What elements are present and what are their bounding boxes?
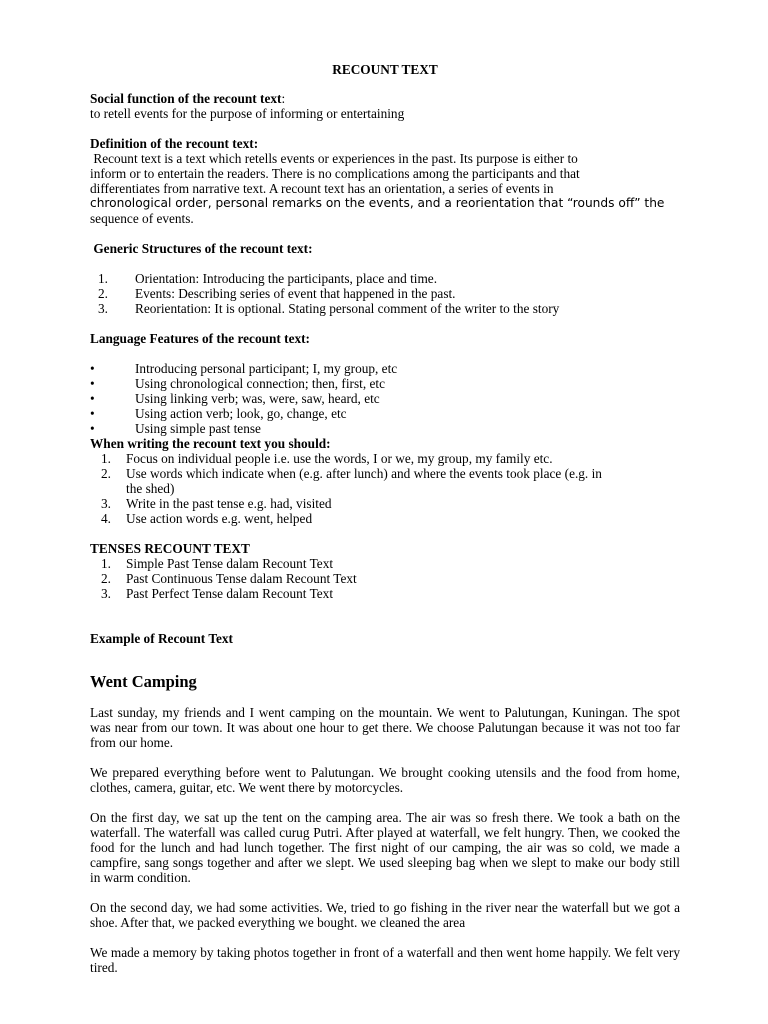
list-item — [90, 391, 680, 406]
writing-list — [90, 451, 680, 526]
list-item — [90, 496, 680, 511]
list-item-text: Using linking verb; was, were, saw, heard, etc — [135, 391, 380, 406]
definition-line: Recount text is a text which retells events or experiences in the past. Its purpose is either to — [90, 151, 578, 166]
story-paragraph: On the first day, we sat up the tent on the camping area. The air was so fresh there. We took a bath on the waterfall. The waterfall was called curug Putri. After played at waterfall, we felt hungry. Then, we cooked the food for the lunch and had lunch together. The first night of our camping, the air was so cold, we made a campfire, sang songs together and after we slept. We used sleeping bag when we slept to make our body still in warm condition. — [90, 810, 680, 885]
writing-heading: When writing the recount text you should: — [90, 436, 331, 451]
bullet-icon: • — [90, 361, 95, 376]
list-item — [90, 586, 680, 601]
bullet-icon: • — [90, 391, 95, 406]
list-number: 1. — [98, 271, 108, 286]
story-title: Went Camping — [90, 672, 197, 691]
list-item — [90, 466, 680, 496]
list-item — [90, 556, 680, 571]
language-features-heading: Language Features of the recount text: — [90, 331, 310, 346]
story-paragraph: We prepared everything before went to Palutungan. We brought cooking utensils and the food from home, clothes, camera, guitar, etc. We went there by motorcycles. — [90, 765, 680, 795]
list-item — [90, 376, 680, 391]
social-function-heading: Social function of the recount text — [90, 91, 282, 106]
list-item-text: Simple Past Tense dalam Recount Text — [126, 556, 334, 571]
language-features-list — [90, 361, 680, 436]
tenses-heading: TENSES RECOUNT TEXT — [90, 541, 250, 556]
definition-line: sequence of events. — [90, 211, 194, 226]
generic-structures-heading: Generic Structures of the recount text: — [90, 241, 313, 256]
list-item-text: Introducing personal participant; I, my group, etc — [135, 361, 398, 376]
bullet-icon: • — [90, 421, 95, 436]
list-item — [90, 301, 680, 316]
list-item — [90, 271, 680, 286]
list-item-text: Use words which indicate when (e.g. after lunch) and where the events took place (e.g. in — [126, 466, 602, 481]
list-number: 4. — [101, 511, 111, 526]
social-function-heading-line — [90, 91, 680, 106]
list-number: 2. — [101, 466, 111, 481]
list-item — [90, 511, 680, 526]
list-item-text: Orientation: Introducing the participants, place and time. — [135, 271, 438, 286]
definition-line: differentiates from narrative text. A recount text has an orientation, a series of events in — [90, 181, 554, 196]
list-item-text: Using chronological connection; then, first, etc — [135, 376, 385, 391]
story-paragraph: On the second day, we had some activities. We, tried to go fishing in the river near the waterfall but we got a shoe. After that, we packed everything we bought. we cleaned the area — [90, 900, 680, 930]
list-number: 3. — [98, 301, 108, 316]
list-item-text: Reorientation: It is optional. Stating personal comment of the writer to the story — [135, 301, 560, 316]
list-item — [90, 451, 680, 466]
list-item — [90, 406, 680, 421]
list-item — [90, 361, 680, 376]
story-paragraph: Last sunday, my friends and I went camping on the mountain. We went to Palutungan, Kuningan. The spot was near from our town. It was about one hour to get there. We choose Palutungan because it was not too far from our home. — [90, 705, 680, 750]
story — [90, 672, 680, 975]
list-item — [90, 571, 680, 586]
list-item-text: Using action verb; look, go, change, etc — [135, 406, 347, 421]
story-paragraph: We made a memory by taking photos together in front of a waterfall and then went home happily. We felt very tired. — [90, 945, 680, 975]
tenses-list — [90, 556, 680, 601]
social-function-text: to retell events for the purpose of informing or entertaining — [90, 106, 405, 121]
list-item-text-continued: the shed) — [126, 481, 175, 496]
list-item — [90, 421, 680, 436]
list-item-text: Using simple past tense — [135, 421, 261, 436]
list-item-text: Past Continuous Tense dalam Recount Text — [126, 571, 357, 586]
example-heading: Example of Recount Text — [90, 631, 233, 646]
list-number: 3. — [101, 496, 111, 511]
list-number: 3. — [101, 586, 111, 601]
social-function-colon: : — [281, 91, 286, 106]
list-number: 2. — [98, 286, 108, 301]
list-item-text: Write in the past tense e.g. had, visited — [126, 496, 332, 511]
definition-line: chronological order, personal remarks on the events, and a reorientation that “rounds off” the — [90, 196, 665, 210]
generic-structures-list — [90, 271, 680, 316]
bullet-icon: • — [90, 406, 95, 421]
list-item-text: Events: Describing series of event that happened in the past. — [135, 286, 456, 301]
list-item-text: Past Perfect Tense dalam Recount Text — [126, 586, 334, 601]
list-item-text: Focus on individual people i.e. use the words, I or we, my group, my family etc. — [126, 451, 553, 466]
list-item — [90, 286, 680, 301]
bullet-icon: • — [90, 376, 95, 391]
list-item-text: Use action words e.g. went, helped — [126, 511, 313, 526]
document-content — [90, 62, 680, 975]
list-number: 2. — [101, 571, 111, 586]
definition-line: inform or to entertain the readers. There is no complications among the participants and that — [90, 166, 580, 181]
page-title: RECOUNT TEXT — [332, 62, 438, 77]
definition-heading: Definition of the recount text: — [90, 136, 259, 151]
list-number: 1. — [101, 451, 111, 466]
list-number: 1. — [101, 556, 111, 571]
